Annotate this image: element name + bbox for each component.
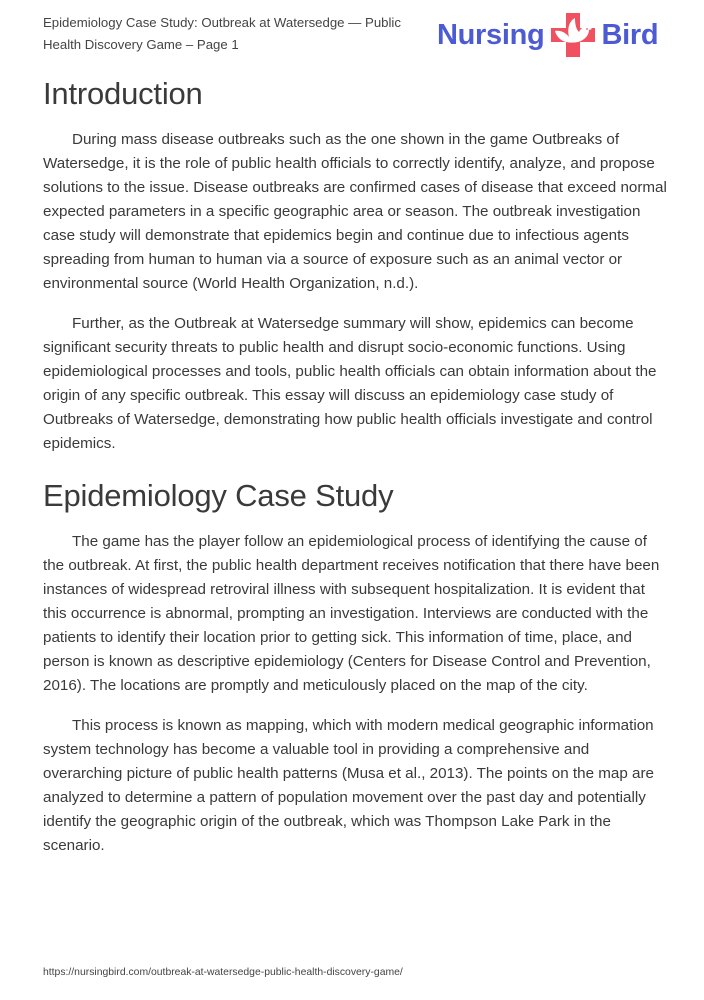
logo-word-left: Nursing (437, 19, 545, 51)
paragraph: Further, as the Outbreak at Watersedge summary will show, epidemics can become significant security threats to public health and disrupt socio-economic functions. Using epidemiological processes and tools, public health officials can obtain information about the origin of any specific outbreak. This essay will discuss an epidemiology case study of Outbreaks of Watersedge, demonstrating how public health officials investigate and control epidemics. (43, 315, 657, 452)
logo-word-right: Bird (601, 19, 659, 51)
paragraph: This process is known as mapping, which with modern medical geographic information system technology has become a valuable tool in providing a comprehensive and overarching picture of public health patterns (Musa et al., 2013). The points on the map are analyzed to determine a pattern of population movement over the past day and potentially identify the geographic origin of the outbreak, which was Thompson Lake Park in the scenario. (43, 717, 654, 854)
paragraph: The game has the player follow an epidemiological process of identifying the cause of the outbreak. At first, the public health department receives notification that there have been instances of widespread retroviral illness with subsequent hospitalization. It is evident that this occurrence is abnormal, prompting an investigation. Interviews are conducted with the patients to identify their location prior to getting sick. This information of time, place, and person is known as descriptive epidemiology (Centers for Disease Control and Prevention, 2016). The locations are promptly and meticulously placed on the map of the city. (43, 533, 660, 694)
paragraph: During mass disease outbreaks such as the one shown in the game Outbreaks of Watersedge, it is the role of public health officials to correctly identify, analyze, and propose solutions to the issue. Disease outbreaks are confirmed cases of disease that exceed normal expected parameters in a specific geographic area or season. The outbreak investigation case study will demonstrate that epidemics begin and continue due to infectious agents spreading from human to human via a source of exposure such as an animal vector or environmental source (World Health Organization, n.d.). (43, 131, 667, 292)
footer-url-link[interactable]: https://nursingbird.com/outbreak-at-watersedge-public-health-discovery-game/ (43, 967, 403, 978)
document-body (43, 72, 668, 858)
section-heading-epidemiology-case-study: Epidemiology Case Study (43, 478, 394, 513)
red-cross-with-white-dove-icon (549, 11, 597, 59)
section-heading-introduction: Introduction (43, 76, 203, 111)
nursingbird-logo[interactable] (437, 10, 658, 60)
document-title: Epidemiology Case Study: Outbreak at Watersedge — Public Health Discovery Game – Page 1 (43, 15, 401, 52)
page-header (0, 0, 704, 66)
